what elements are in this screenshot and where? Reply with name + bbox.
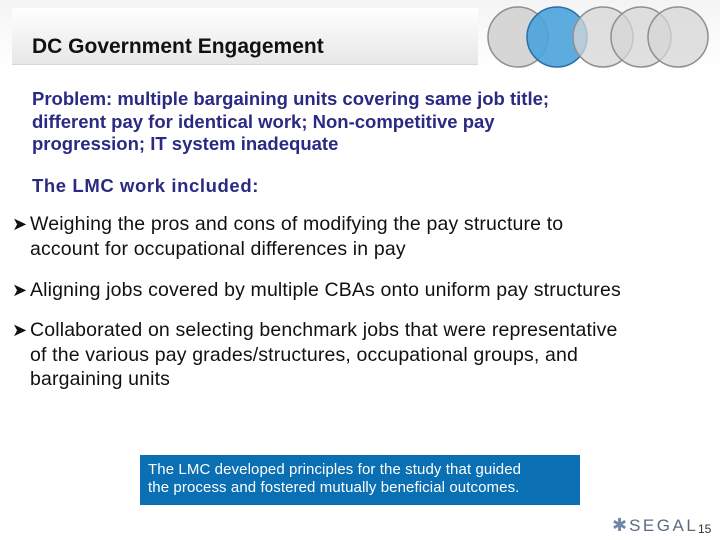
bullet-line: bargaining units bbox=[30, 368, 171, 390]
segal-star-icon: ✱ bbox=[612, 515, 628, 535]
bullet-item-3 bbox=[8, 318, 720, 392]
callout-line: the process and fostered mutually beneficial outcomes. bbox=[148, 479, 520, 496]
logo-text: SEGAL bbox=[629, 516, 699, 535]
problem-line: progression; IT system inadequate bbox=[32, 133, 339, 154]
arrow-bullet-icon: ➤ bbox=[12, 214, 28, 234]
segal-logo bbox=[612, 515, 698, 536]
progress-circle-5 bbox=[648, 7, 708, 67]
bullet-line: account for occupational differences in pay bbox=[30, 237, 406, 260]
problem-line: different pay for identical work; Non-competitive pay bbox=[32, 110, 495, 132]
bullet-line: of the various pay grades/structures, occupational groups, and bbox=[30, 343, 579, 366]
progress-circles bbox=[0, 0, 720, 70]
bullet-item-1 bbox=[8, 212, 720, 261]
bullet-item-2 bbox=[8, 278, 720, 303]
page-number: 15 bbox=[698, 522, 712, 536]
bullet-line: Aligning jobs covered by multiple CBAs onto uniform pay structures bbox=[30, 279, 621, 301]
callout-line: The LMC developed principles for the study that guided bbox=[148, 461, 522, 478]
problem-statement bbox=[32, 88, 672, 156]
callout-box bbox=[140, 455, 580, 505]
arrow-bullet-icon: ➤ bbox=[12, 320, 28, 340]
bullet-line: Weighing the pros and cons of modifying the pay structure to bbox=[30, 213, 564, 235]
slide-title: DC Government Engagement bbox=[32, 35, 324, 58]
bullet-line: Collaborated on selecting benchmark jobs that were representative bbox=[30, 319, 618, 341]
arrow-bullet-icon: ➤ bbox=[12, 280, 28, 300]
lmc-heading: The LMC work included: bbox=[32, 175, 259, 196]
problem-line: Problem: multiple bargaining units covering same job title; bbox=[32, 88, 550, 109]
